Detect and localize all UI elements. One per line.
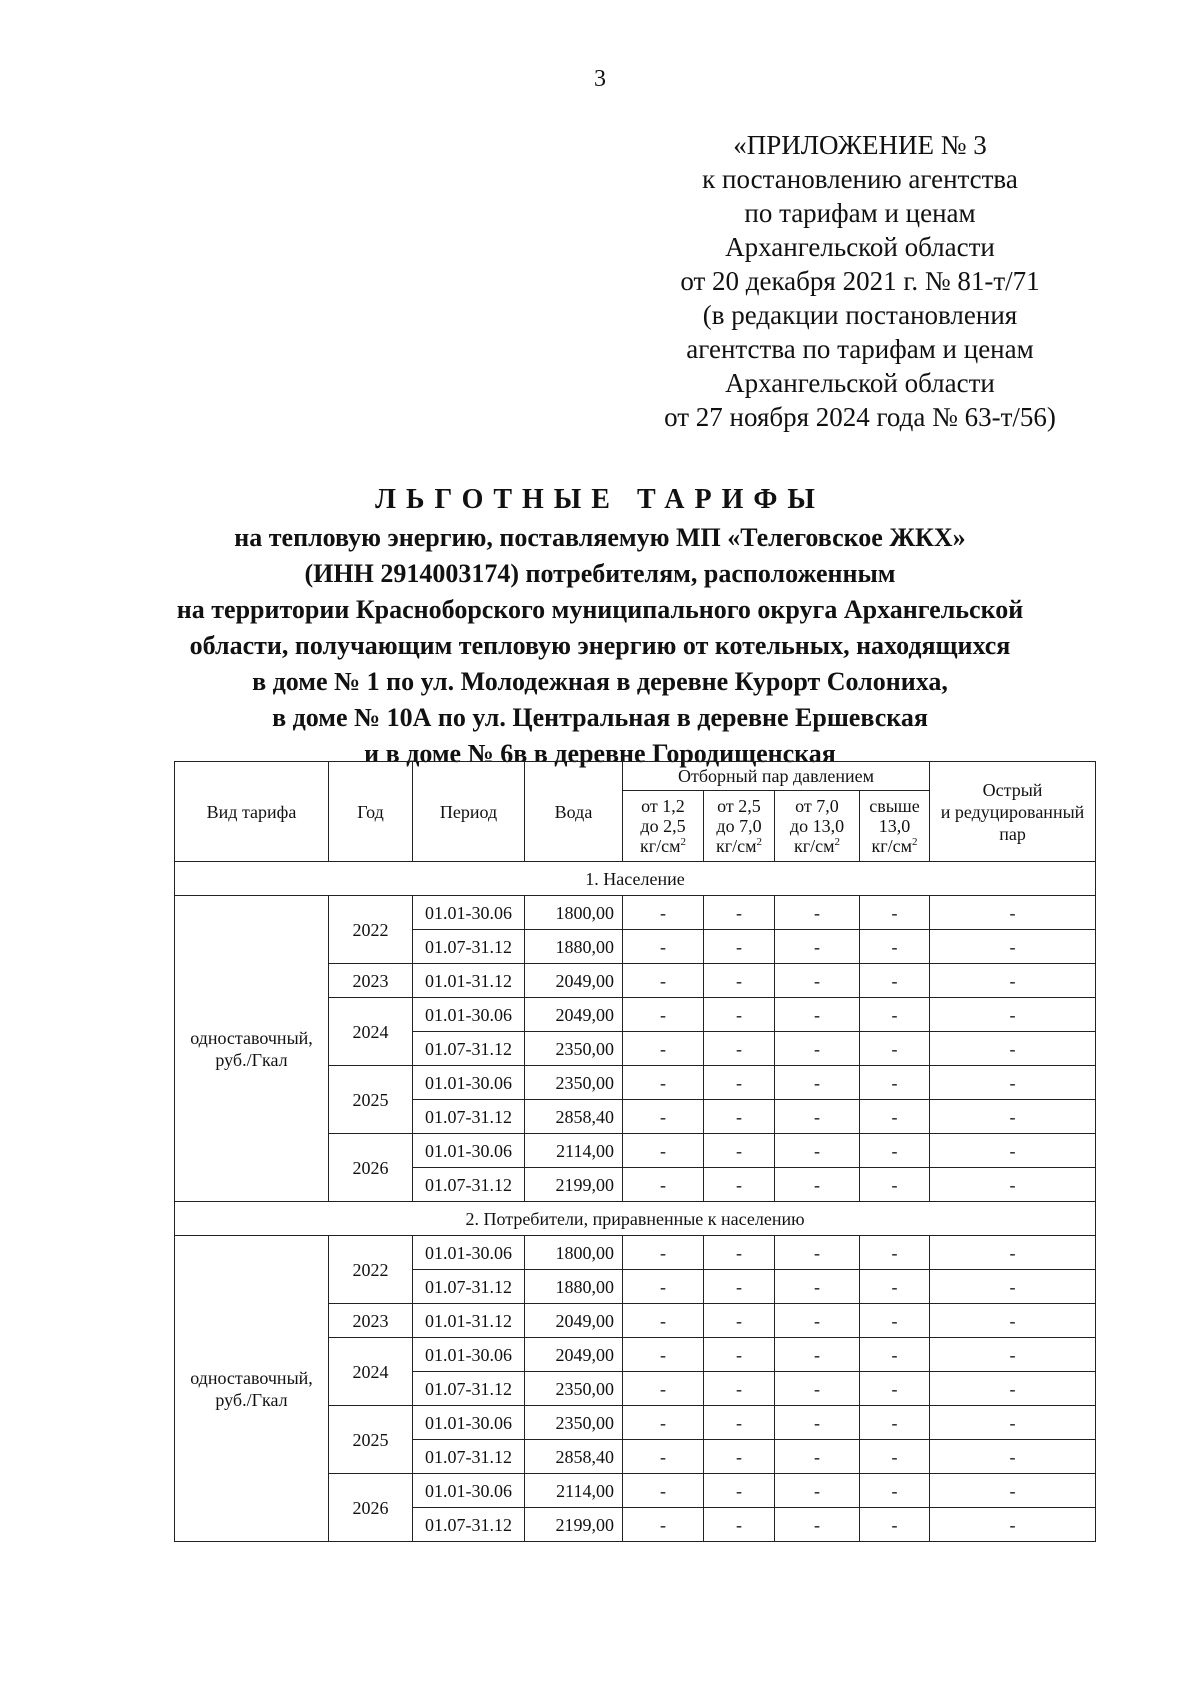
steam-3-cell: - bbox=[775, 1338, 860, 1372]
steam-2-cell: - bbox=[704, 896, 775, 930]
steam-1-cell: - bbox=[623, 1474, 704, 1508]
steam-1-cell: - bbox=[623, 1032, 704, 1066]
steam-2-cell: - bbox=[704, 964, 775, 998]
title-heading: ЛЬГОТНЫЕ ТАРИФЫ bbox=[375, 484, 825, 515]
water-cell: 2350,00 bbox=[525, 1406, 623, 1440]
sharp-steam-cell: - bbox=[930, 998, 1096, 1032]
appendix-line: к постановлению агентства bbox=[702, 164, 1018, 194]
steam-3-cell: - bbox=[775, 1168, 860, 1202]
appendix-note bbox=[640, 128, 1080, 434]
header-steam-col-2 bbox=[704, 791, 775, 862]
steam-2-cell: - bbox=[704, 1440, 775, 1474]
title-line: области, получающим тепловую энергию от котельных, находящихся bbox=[189, 631, 1011, 660]
header-steam-line: свыше bbox=[869, 796, 920, 816]
water-cell: 2199,00 bbox=[525, 1508, 623, 1542]
water-cell: 1880,00 bbox=[525, 930, 623, 964]
steam-3-cell: - bbox=[775, 930, 860, 964]
table-header bbox=[175, 762, 1096, 862]
title-line: в доме № 10А по ул. Центральная в деревне Ершевская bbox=[272, 703, 928, 732]
period-cell: 01.01-30.06 bbox=[413, 998, 525, 1032]
period-cell: 01.07-31.12 bbox=[413, 1372, 525, 1406]
sharp-steam-cell: - bbox=[930, 1338, 1096, 1372]
water-cell: 2350,00 bbox=[525, 1372, 623, 1406]
steam-2-cell: - bbox=[704, 1372, 775, 1406]
header-steam-line: до 13,0 bbox=[789, 816, 845, 836]
steam-4-cell: - bbox=[860, 1100, 930, 1134]
steam-1-cell: - bbox=[623, 1134, 704, 1168]
appendix-line: Архангельской области bbox=[725, 368, 995, 398]
steam-2-cell: - bbox=[704, 1474, 775, 1508]
steam-3-cell: - bbox=[775, 1304, 860, 1338]
steam-4-cell: - bbox=[860, 1304, 930, 1338]
steam-3-cell: - bbox=[775, 998, 860, 1032]
water-cell: 1880,00 bbox=[525, 1270, 623, 1304]
period-cell: 01.07-31.12 bbox=[413, 1168, 525, 1202]
tariff-type-line: руб./Гкал bbox=[215, 1389, 288, 1410]
sharp-steam-cell: - bbox=[930, 1372, 1096, 1406]
header-steam-col-4 bbox=[860, 791, 930, 862]
steam-2-cell: - bbox=[704, 1406, 775, 1440]
title-line: (ИНН 2914003174) потребителям, расположенным bbox=[304, 559, 896, 588]
steam-3-cell: - bbox=[775, 896, 860, 930]
year-cell: 2025 bbox=[329, 1406, 413, 1474]
year-cell: 2024 bbox=[329, 998, 413, 1066]
period-cell: 01.07-31.12 bbox=[413, 1440, 525, 1474]
appendix-line: от 20 декабря 2021 г. № 81-т/71 bbox=[680, 266, 1040, 296]
appendix-line: Архангельской области bbox=[725, 232, 995, 262]
steam-4-cell: - bbox=[860, 964, 930, 998]
period-cell: 01.01-30.06 bbox=[413, 1066, 525, 1100]
header-steam-line: от 2,5 bbox=[717, 796, 761, 816]
period-cell: 01.07-31.12 bbox=[413, 930, 525, 964]
steam-2-cell: - bbox=[704, 1270, 775, 1304]
water-cell: 2049,00 bbox=[525, 964, 623, 998]
appendix-line: агентства по тарифам и ценам bbox=[686, 334, 1034, 364]
water-cell: 1800,00 bbox=[525, 1236, 623, 1270]
title-line: на тепловую энергию, поставляемую МП «Телеговское ЖКХ» bbox=[234, 523, 966, 552]
period-cell: 01.01-31.12 bbox=[413, 1304, 525, 1338]
steam-1-cell: - bbox=[623, 930, 704, 964]
appendix-line: «ПРИЛОЖЕНИЕ № 3 bbox=[733, 130, 987, 160]
steam-2-cell: - bbox=[704, 1066, 775, 1100]
tariff-type-cell bbox=[175, 896, 329, 1202]
tariff-table bbox=[174, 761, 1096, 1542]
title-line: на территории Красноборского муниципального округа Архангельской bbox=[176, 595, 1024, 624]
steam-4-cell: - bbox=[860, 1440, 930, 1474]
water-cell: 2199,00 bbox=[525, 1168, 623, 1202]
steam-4-cell: - bbox=[860, 930, 930, 964]
period-cell: 01.01-30.06 bbox=[413, 1338, 525, 1372]
appendix-line: по тарифам и ценам bbox=[744, 198, 976, 228]
header-period: Период bbox=[413, 762, 525, 862]
steam-1-cell: - bbox=[623, 1066, 704, 1100]
header-steam-line: 13,0 bbox=[878, 816, 911, 836]
year-cell: 2022 bbox=[329, 896, 413, 964]
sharp-steam-cell: - bbox=[930, 1100, 1096, 1134]
header-steam-line: от 1,2 bbox=[641, 796, 685, 816]
header-steam-group: Отборный пар давлением bbox=[623, 762, 930, 791]
document-title bbox=[140, 482, 1060, 772]
header-steam-col-3 bbox=[775, 791, 860, 862]
steam-4-cell: - bbox=[860, 998, 930, 1032]
water-cell: 1800,00 bbox=[525, 896, 623, 930]
header-water: Вода bbox=[525, 762, 623, 862]
steam-3-cell: - bbox=[775, 1508, 860, 1542]
steam-1-cell: - bbox=[623, 1270, 704, 1304]
period-cell: 01.07-31.12 bbox=[413, 1032, 525, 1066]
steam-3-cell: - bbox=[775, 1440, 860, 1474]
steam-4-cell: - bbox=[860, 1066, 930, 1100]
steam-3-cell: - bbox=[775, 1236, 860, 1270]
steam-2-cell: - bbox=[704, 1134, 775, 1168]
sharp-steam-cell: - bbox=[930, 1304, 1096, 1338]
header-sharp-steam-line: пар bbox=[999, 823, 1026, 844]
section-row bbox=[175, 1202, 1096, 1236]
period-cell: 01.01-30.06 bbox=[413, 1474, 525, 1508]
year-cell: 2026 bbox=[329, 1134, 413, 1202]
water-cell: 2049,00 bbox=[525, 998, 623, 1032]
sharp-steam-cell: - bbox=[930, 1134, 1096, 1168]
year-cell: 2023 bbox=[329, 1304, 413, 1338]
header-steam-unit: $кг/см^2$ bbox=[639, 836, 686, 856]
sharp-steam-cell: - bbox=[930, 896, 1096, 930]
sharp-steam-cell: - bbox=[930, 964, 1096, 998]
steam-3-cell: - bbox=[775, 1134, 860, 1168]
header-steam-line: до 7,0 bbox=[716, 816, 762, 836]
period-cell: 01.01-30.06 bbox=[413, 1406, 525, 1440]
steam-4-cell: - bbox=[860, 1032, 930, 1066]
period-cell: 01.07-31.12 bbox=[413, 1100, 525, 1134]
steam-1-cell: - bbox=[623, 1440, 704, 1474]
period-cell: 01.01-30.06 bbox=[413, 1236, 525, 1270]
header-steam-col-1 bbox=[623, 791, 704, 862]
steam-1-cell: - bbox=[623, 1304, 704, 1338]
sharp-steam-cell: - bbox=[930, 1032, 1096, 1066]
steam-4-cell: - bbox=[860, 1270, 930, 1304]
steam-2-cell: - bbox=[704, 1100, 775, 1134]
steam-1-cell: - bbox=[623, 1508, 704, 1542]
header-sharp-steam bbox=[930, 762, 1096, 862]
steam-1-cell: - bbox=[623, 1338, 704, 1372]
section-row bbox=[175, 862, 1096, 896]
table-row bbox=[175, 1236, 1096, 1270]
steam-2-cell: - bbox=[704, 1338, 775, 1372]
steam-2-cell: - bbox=[704, 1032, 775, 1066]
steam-4-cell: - bbox=[860, 1338, 930, 1372]
steam-4-cell: - bbox=[860, 896, 930, 930]
steam-3-cell: - bbox=[775, 1474, 860, 1508]
steam-2-cell: - bbox=[704, 1168, 775, 1202]
steam-1-cell: - bbox=[623, 964, 704, 998]
tariff-type-cell bbox=[175, 1236, 329, 1542]
page-number: 3 bbox=[594, 66, 606, 92]
water-cell: 2350,00 bbox=[525, 1032, 623, 1066]
sharp-steam-cell: - bbox=[930, 1168, 1096, 1202]
sharp-steam-cell: - bbox=[930, 1440, 1096, 1474]
steam-3-cell: - bbox=[775, 1406, 860, 1440]
steam-3-cell: - bbox=[775, 1372, 860, 1406]
sharp-steam-cell: - bbox=[930, 1270, 1096, 1304]
header-sharp-steam-line: и редуцированный bbox=[940, 801, 1085, 822]
steam-4-cell: - bbox=[860, 1406, 930, 1440]
steam-4-cell: - bbox=[860, 1372, 930, 1406]
water-cell: 2114,00 bbox=[525, 1134, 623, 1168]
year-cell: 2023 bbox=[329, 964, 413, 998]
water-cell: 2858,40 bbox=[525, 1100, 623, 1134]
header-steam-unit: $кг/см^2$ bbox=[871, 836, 918, 856]
sharp-steam-cell: - bbox=[930, 1406, 1096, 1440]
steam-1-cell: - bbox=[623, 1406, 704, 1440]
period-cell: 01.01-30.06 bbox=[413, 896, 525, 930]
sharp-steam-cell: - bbox=[930, 930, 1096, 964]
steam-2-cell: - bbox=[704, 1304, 775, 1338]
year-cell: 2026 bbox=[329, 1474, 413, 1542]
year-cell: 2022 bbox=[329, 1236, 413, 1304]
steam-2-cell: - bbox=[704, 1508, 775, 1542]
sharp-steam-cell: - bbox=[930, 1066, 1096, 1100]
steam-4-cell: - bbox=[860, 1236, 930, 1270]
steam-3-cell: - bbox=[775, 964, 860, 998]
water-cell: 2858,40 bbox=[525, 1440, 623, 1474]
header-steam-unit: $кг/см^2$ bbox=[793, 836, 840, 856]
title-line: и в доме № 6в в деревне Городищенская bbox=[364, 739, 836, 768]
year-cell: 2024 bbox=[329, 1338, 413, 1406]
water-cell: 2350,00 bbox=[525, 1066, 623, 1100]
header-year: Год bbox=[329, 762, 413, 862]
period-cell: 01.01-31.12 bbox=[413, 964, 525, 998]
steam-2-cell: - bbox=[704, 1236, 775, 1270]
appendix-line: (в редакции постановления bbox=[702, 300, 1018, 330]
steam-1-cell: - bbox=[623, 1100, 704, 1134]
tariff-type-line: одноставочный, bbox=[190, 1367, 313, 1388]
steam-4-cell: - bbox=[860, 1474, 930, 1508]
section-title: 2. Потребители, приравненные к населению bbox=[175, 1202, 1096, 1236]
steam-1-cell: - bbox=[623, 998, 704, 1032]
water-cell: 2049,00 bbox=[525, 1304, 623, 1338]
steam-1-cell: - bbox=[623, 896, 704, 930]
steam-3-cell: - bbox=[775, 1270, 860, 1304]
table-body bbox=[175, 862, 1096, 1542]
title-line: в доме № 1 по ул. Молодежная в деревне Курорт Солониха, bbox=[252, 667, 948, 696]
water-cell: 2049,00 bbox=[525, 1338, 623, 1372]
year-cell: 2025 bbox=[329, 1066, 413, 1134]
tariff-type-line: руб./Гкал bbox=[215, 1049, 288, 1070]
header-sharp-steam-line: Острый bbox=[982, 779, 1043, 800]
sharp-steam-cell: - bbox=[930, 1508, 1096, 1542]
tariff-type-line: одноставочный, bbox=[190, 1027, 313, 1048]
appendix-line: от 27 ноября 2024 года № 63-т/56) bbox=[664, 402, 1056, 432]
sharp-steam-cell: - bbox=[930, 1236, 1096, 1270]
steam-1-cell: - bbox=[623, 1168, 704, 1202]
header-steam-line: до 2,5 bbox=[640, 816, 686, 836]
table-row bbox=[175, 896, 1096, 930]
header-steam-line: от 7,0 bbox=[795, 796, 839, 816]
sharp-steam-cell: - bbox=[930, 1474, 1096, 1508]
steam-3-cell: - bbox=[775, 1032, 860, 1066]
steam-3-cell: - bbox=[775, 1066, 860, 1100]
steam-1-cell: - bbox=[623, 1372, 704, 1406]
steam-1-cell: - bbox=[623, 1236, 704, 1270]
water-cell: 2114,00 bbox=[525, 1474, 623, 1508]
period-cell: 01.01-30.06 bbox=[413, 1134, 525, 1168]
period-cell: 01.07-31.12 bbox=[413, 1270, 525, 1304]
steam-3-cell: - bbox=[775, 1100, 860, 1134]
steam-4-cell: - bbox=[860, 1168, 930, 1202]
steam-2-cell: - bbox=[704, 930, 775, 964]
header-steam-unit: $кг/см^2$ bbox=[715, 836, 762, 856]
steam-4-cell: - bbox=[860, 1508, 930, 1542]
steam-4-cell: - bbox=[860, 1134, 930, 1168]
section-title: 1. Население bbox=[175, 862, 1096, 896]
period-cell: 01.07-31.12 bbox=[413, 1508, 525, 1542]
steam-2-cell: - bbox=[704, 998, 775, 1032]
header-tariff-type: Вид тарифа bbox=[175, 762, 329, 862]
